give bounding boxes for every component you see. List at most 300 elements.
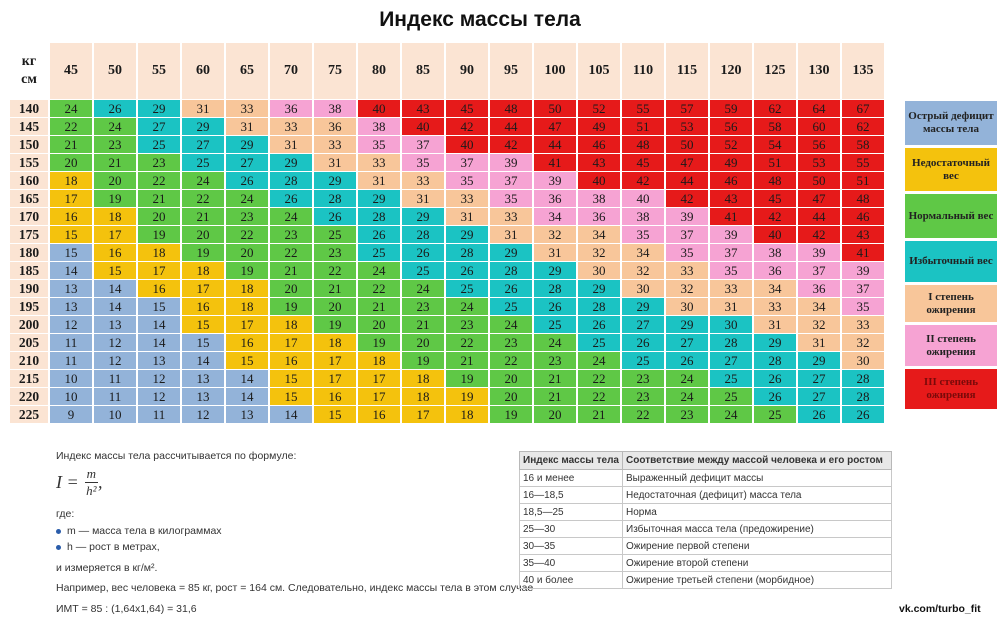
bmi-cell: 29 [402, 208, 444, 225]
bmi-cell: 26 [270, 190, 312, 207]
table-row [10, 226, 884, 243]
bmi-cell: 21 [446, 352, 488, 369]
bmi-cell: 13 [50, 298, 92, 315]
bmi-cell: 39 [490, 154, 532, 171]
reference-description-cell: Ожирение третьей степени (морбидное) [623, 572, 892, 589]
bmi-cell: 16 [226, 334, 268, 351]
bmi-cell: 24 [402, 280, 444, 297]
bmi-cell: 14 [50, 262, 92, 279]
bmi-cell: 26 [358, 226, 400, 243]
weight-header: 50 [94, 43, 136, 99]
bmi-cell: 56 [798, 136, 840, 153]
bmi-cell: 25 [490, 298, 532, 315]
bmi-cell: 31 [490, 226, 532, 243]
bmi-cell: 18 [314, 334, 356, 351]
bmi-cell: 36 [270, 100, 312, 117]
bmi-cell: 14 [94, 298, 136, 315]
bmi-cell: 28 [314, 190, 356, 207]
bmi-cell: 35 [842, 298, 884, 315]
bmi-cell: 40 [578, 172, 620, 189]
weight-header: 60 [182, 43, 224, 99]
bmi-cell: 37 [798, 262, 840, 279]
bmi-cell: 18 [270, 316, 312, 333]
bmi-cell: 12 [182, 406, 224, 423]
bmi-cell: 25 [534, 316, 576, 333]
bmi-cell: 27 [666, 334, 708, 351]
bmi-cell: 38 [358, 118, 400, 135]
bmi-cell: 37 [490, 172, 532, 189]
bmi-cell: 17 [94, 226, 136, 243]
corner-units [10, 43, 48, 99]
bmi-cell: 19 [314, 316, 356, 333]
bmi-cell: 15 [270, 388, 312, 405]
bmi-cell: 17 [270, 334, 312, 351]
bmi-cell: 64 [798, 100, 840, 117]
reference-table [519, 451, 892, 589]
bmi-cell: 30 [578, 262, 620, 279]
bmi-cell: 34 [622, 244, 664, 261]
reference-range-cell: 16—18,5 [520, 487, 623, 504]
bmi-cell: 46 [578, 136, 620, 153]
bmi-cell: 24 [666, 370, 708, 387]
bmi-cell: 16 [138, 280, 180, 297]
formula-example: Например, вес человека = 85 кг, рост = 164 см. Следовательно, индекс массы тела в этом случае [56, 582, 534, 594]
bmi-cell: 21 [534, 388, 576, 405]
bmi-cell: 24 [710, 406, 752, 423]
bmi-cell: 51 [842, 172, 884, 189]
bmi-cell: 9 [50, 406, 92, 423]
bmi-cell: 46 [710, 172, 752, 189]
bmi-cell: 21 [534, 370, 576, 387]
weight-header: 105 [578, 43, 620, 99]
bmi-cell: 18 [94, 208, 136, 225]
bmi-cell: 36 [578, 208, 620, 225]
bmi-cell: 20 [314, 298, 356, 315]
bmi-cell: 29 [754, 334, 796, 351]
bmi-cell: 10 [50, 388, 92, 405]
bmi-cell: 39 [666, 208, 708, 225]
bmi-cell: 35 [358, 136, 400, 153]
bmi-cell: 22 [226, 226, 268, 243]
bmi-cell: 26 [754, 388, 796, 405]
bmi-cell: 19 [358, 334, 400, 351]
bmi-cell: 14 [182, 352, 224, 369]
bmi-cell: 21 [314, 280, 356, 297]
table-row [10, 334, 884, 351]
bmi-cell: 38 [578, 190, 620, 207]
bmi-cell: 18 [182, 262, 224, 279]
bmi-cell: 24 [490, 316, 532, 333]
bmi-cell: 28 [534, 280, 576, 297]
reference-header: Соответствие между массой человека и его ростом [623, 452, 892, 470]
bmi-cell: 13 [182, 388, 224, 405]
bmi-cell: 31 [182, 100, 224, 117]
bmi-cell: 29 [798, 352, 840, 369]
bmi-cell: 25 [402, 262, 444, 279]
bmi-cell: 18 [50, 172, 92, 189]
bmi-cell: 19 [446, 388, 488, 405]
bmi-cell: 14 [94, 280, 136, 297]
bmi-cell: 38 [622, 208, 664, 225]
bmi-cell: 15 [226, 352, 268, 369]
definition-mass: m — масса тела в килограммах [67, 525, 222, 537]
formula-fraction [85, 466, 98, 499]
formula-units: и измеряется в кг/м². [56, 562, 158, 574]
legend-item: Недостаточный вес [905, 148, 997, 191]
bmi-cell: 31 [402, 190, 444, 207]
bmi-cell: 17 [358, 388, 400, 405]
bmi-cell: 24 [358, 262, 400, 279]
bmi-cell: 40 [402, 118, 444, 135]
bmi-cell: 48 [622, 136, 664, 153]
bmi-cell: 26 [446, 262, 488, 279]
table-row [520, 504, 892, 521]
bmi-cell: 23 [314, 244, 356, 261]
bmi-cell: 26 [798, 406, 840, 423]
bmi-cell: 21 [50, 136, 92, 153]
formula-lhs: I = [56, 472, 79, 492]
bmi-cell: 36 [798, 280, 840, 297]
bmi-cell: 10 [94, 406, 136, 423]
bmi-cell: 23 [622, 370, 664, 387]
weight-header: 90 [446, 43, 488, 99]
legend-item: Избыточный вес [905, 241, 997, 282]
bmi-cell: 41 [710, 208, 752, 225]
table-row [10, 244, 884, 261]
bmi-cell: 28 [578, 298, 620, 315]
bmi-cell: 12 [138, 388, 180, 405]
table-row [10, 190, 884, 207]
bmi-cell: 45 [622, 154, 664, 171]
bmi-cell: 29 [226, 136, 268, 153]
bmi-cell: 58 [754, 118, 796, 135]
bmi-cell: 16 [314, 388, 356, 405]
bmi-cell: 24 [666, 388, 708, 405]
bmi-cell: 27 [622, 316, 664, 333]
bmi-cell: 11 [94, 370, 136, 387]
table-row [10, 100, 884, 117]
weight-header: 100 [534, 43, 576, 99]
bmi-cell: 33 [402, 172, 444, 189]
table-row [10, 406, 884, 423]
legend-item: III степень ожирения [905, 369, 997, 409]
bmi-cell: 27 [226, 154, 268, 171]
bmi-cell: 29 [358, 190, 400, 207]
bmi-cell: 29 [138, 100, 180, 117]
bmi-cell: 15 [50, 244, 92, 261]
bmi-cell: 19 [402, 352, 444, 369]
bmi-cell: 29 [446, 226, 488, 243]
table-row [520, 487, 892, 504]
bmi-cell: 42 [446, 118, 488, 135]
bmi-cell: 22 [50, 118, 92, 135]
weight-header: 120 [710, 43, 752, 99]
bmi-cell: 35 [446, 172, 488, 189]
bmi-cell: 18 [138, 244, 180, 261]
bmi-cell: 13 [182, 370, 224, 387]
height-header: 145 [10, 118, 48, 135]
bmi-cell: 36 [314, 118, 356, 135]
bmi-cell: 47 [534, 118, 576, 135]
bmi-cell: 14 [138, 316, 180, 333]
bmi-cell: 20 [138, 208, 180, 225]
reference-description-cell: Ожирение второй степени [623, 555, 892, 572]
bmi-cell: 24 [534, 334, 576, 351]
bmi-cell: 53 [666, 118, 708, 135]
bmi-cell: 11 [94, 388, 136, 405]
bmi-cell: 23 [490, 334, 532, 351]
corner-kg: кг [21, 54, 37, 69]
bmi-cell: 37 [710, 244, 752, 261]
bmi-cell: 32 [842, 334, 884, 351]
bmi-cell: 23 [446, 316, 488, 333]
bmi-cell: 33 [446, 190, 488, 207]
bmi-cell: 18 [402, 370, 444, 387]
bmi-cell: 48 [842, 190, 884, 207]
table-row [10, 262, 884, 279]
bmi-cell: 38 [314, 100, 356, 117]
bmi-cell: 60 [798, 118, 840, 135]
bmi-cell: 33 [666, 262, 708, 279]
bmi-cell: 16 [270, 352, 312, 369]
bmi-cell: 21 [94, 154, 136, 171]
bmi-cell: 53 [798, 154, 840, 171]
bmi-cell: 18 [226, 298, 268, 315]
height-header: 140 [10, 100, 48, 117]
bmi-cell: 28 [842, 388, 884, 405]
bmi-cell: 31 [226, 118, 268, 135]
weight-header: 125 [754, 43, 796, 99]
bmi-cell: 12 [94, 334, 136, 351]
reference-range-cell: 18,5—25 [520, 504, 623, 521]
bmi-cell: 28 [710, 334, 752, 351]
bmi-cell: 19 [182, 244, 224, 261]
bmi-cell: 31 [798, 334, 840, 351]
source-credit: vk.com/turbo_fit [899, 603, 981, 615]
reference-description-cell: Ожирение первой степени [623, 538, 892, 555]
reference-range-cell: 25—30 [520, 521, 623, 538]
height-header: 180 [10, 244, 48, 261]
bmi-cell: 23 [138, 154, 180, 171]
weight-header: 130 [798, 43, 840, 99]
bmi-cell: 46 [842, 208, 884, 225]
bmi-cell: 42 [622, 172, 664, 189]
formula-result: ИМТ = 85 : (1,64х1,64) = 31,6 [56, 603, 197, 615]
page-title: Индекс массы тела [379, 8, 581, 31]
bmi-cell: 21 [402, 316, 444, 333]
bmi-cell: 43 [402, 100, 444, 117]
bmi-cell: 51 [754, 154, 796, 171]
bmi-cell: 26 [578, 316, 620, 333]
bmi-cell: 23 [402, 298, 444, 315]
bmi-cell: 28 [446, 244, 488, 261]
list-item [56, 525, 222, 537]
height-header: 220 [10, 388, 48, 405]
bmi-cell: 44 [798, 208, 840, 225]
definition-height: h — рост в метрах, [67, 541, 160, 553]
table-row [10, 370, 884, 387]
bmi-cell: 17 [182, 280, 224, 297]
bmi-cell: 35 [622, 226, 664, 243]
table-row [10, 388, 884, 405]
bmi-cell: 37 [842, 280, 884, 297]
bmi-cell: 28 [270, 172, 312, 189]
height-header: 155 [10, 154, 48, 171]
reference-description-cell: Недостаточная (дефицит) масса тела [623, 487, 892, 504]
bmi-cell: 10 [50, 370, 92, 387]
reference-range-cell: 35—40 [520, 555, 623, 572]
bmi-cell: 40 [622, 190, 664, 207]
bmi-cell: 34 [578, 226, 620, 243]
bmi-cell: 48 [490, 100, 532, 117]
bmi-cell: 21 [358, 298, 400, 315]
bmi-cell: 20 [534, 406, 576, 423]
bmi-cell: 42 [490, 136, 532, 153]
bmi-cell: 26 [314, 208, 356, 225]
bmi-cell: 34 [798, 298, 840, 315]
bmi-cell: 24 [94, 118, 136, 135]
reference-description-cell: Выраженный дефицит массы [623, 470, 892, 487]
height-header: 160 [10, 172, 48, 189]
bmi-cell: 26 [490, 280, 532, 297]
bmi-cell: 33 [710, 280, 752, 297]
bmi-cell: 32 [798, 316, 840, 333]
legend-item: II степень ожирения [905, 325, 997, 366]
bmi-cell: 28 [402, 226, 444, 243]
bmi-cell: 16 [50, 208, 92, 225]
table-row [10, 172, 884, 189]
height-header: 170 [10, 208, 48, 225]
bmi-cell: 14 [138, 334, 180, 351]
bmi-cell: 15 [270, 370, 312, 387]
bmi-cell: 13 [50, 280, 92, 297]
bmi-cell: 48 [754, 172, 796, 189]
bmi-cell: 23 [270, 226, 312, 243]
bmi-cell: 36 [754, 262, 796, 279]
bmi-cell: 50 [666, 136, 708, 153]
bmi-cell: 40 [754, 226, 796, 243]
bmi-cell: 25 [138, 136, 180, 153]
bmi-cell: 25 [182, 154, 224, 171]
bmi-cell: 39 [534, 172, 576, 189]
bmi-cell: 28 [490, 262, 532, 279]
table-row [10, 280, 884, 297]
bmi-cell: 35 [402, 154, 444, 171]
reference-description-cell: Избыточная масса тела (предожирение) [623, 521, 892, 538]
bmi-cell: 20 [490, 370, 532, 387]
bmi-cell: 37 [402, 136, 444, 153]
bmi-cell: 20 [402, 334, 444, 351]
weight-header: 115 [666, 43, 708, 99]
bmi-cell: 30 [842, 352, 884, 369]
bmi-cell: 25 [754, 406, 796, 423]
bmi-cell: 23 [94, 136, 136, 153]
table-row [520, 538, 892, 555]
bmi-cell: 22 [578, 388, 620, 405]
bmi-cell: 31 [534, 244, 576, 261]
bmi-cell: 43 [710, 190, 752, 207]
bmi-cell: 39 [798, 244, 840, 261]
bmi-cell: 22 [446, 334, 488, 351]
bmi-cell: 20 [182, 226, 224, 243]
bmi-cell: 15 [50, 226, 92, 243]
bmi-cell: 28 [358, 208, 400, 225]
bmi-cell: 34 [754, 280, 796, 297]
bmi-cell: 33 [226, 100, 268, 117]
bmi-cell: 25 [710, 370, 752, 387]
bmi-cell: 39 [842, 262, 884, 279]
bmi-cell: 12 [94, 352, 136, 369]
bmi-cell: 56 [710, 118, 752, 135]
height-header: 150 [10, 136, 48, 153]
bmi-cell: 51 [622, 118, 664, 135]
weight-header: 95 [490, 43, 532, 99]
bmi-cell: 25 [358, 244, 400, 261]
bmi-cell: 32 [534, 226, 576, 243]
table-row [10, 154, 884, 171]
weight-header: 75 [314, 43, 356, 99]
bmi-cell: 20 [358, 316, 400, 333]
bmi-cell: 44 [534, 136, 576, 153]
corner-cm: см [21, 72, 37, 87]
bmi-cell: 35 [666, 244, 708, 261]
bmi-cell: 14 [226, 388, 268, 405]
bmi-cell: 31 [270, 136, 312, 153]
formula-tail: , [98, 472, 103, 492]
height-header: 195 [10, 298, 48, 315]
bmi-cell: 14 [226, 370, 268, 387]
bmi-cell: 19 [226, 262, 268, 279]
table-row [10, 298, 884, 315]
bmi-cell: 42 [754, 208, 796, 225]
bmi-cell: 20 [490, 388, 532, 405]
bmi-cell: 59 [710, 100, 752, 117]
table-row [10, 316, 884, 333]
bmi-cell: 21 [138, 190, 180, 207]
bmi-cell: 29 [578, 280, 620, 297]
bmi-cell: 18 [446, 406, 488, 423]
bmi-cell: 55 [622, 100, 664, 117]
bmi-cell: 22 [358, 280, 400, 297]
bmi-cell: 27 [798, 370, 840, 387]
bmi-cell: 62 [842, 118, 884, 135]
bmi-cell: 23 [622, 388, 664, 405]
bmi-cell: 15 [182, 334, 224, 351]
bmi-cell: 31 [358, 172, 400, 189]
bmi-cell: 22 [578, 370, 620, 387]
table-row [10, 352, 884, 369]
weight-header: 55 [138, 43, 180, 99]
bmi-cell: 17 [314, 352, 356, 369]
bmi-cell: 34 [534, 208, 576, 225]
formula-where: где: [56, 508, 75, 520]
table-row [520, 470, 892, 487]
bmi-cell: 17 [358, 370, 400, 387]
bmi-cell: 16 [358, 406, 400, 423]
bmi-cell: 24 [182, 172, 224, 189]
weight-header: 45 [50, 43, 92, 99]
bmi-cell: 31 [314, 154, 356, 171]
bmi-cell: 27 [798, 388, 840, 405]
bmi-cell: 36 [534, 190, 576, 207]
bmi-cell: 38 [754, 244, 796, 261]
bmi-cell: 43 [842, 226, 884, 243]
bmi-cell: 26 [402, 244, 444, 261]
bmi-cell: 62 [754, 100, 796, 117]
bmi-cell: 22 [138, 172, 180, 189]
bmi-cell: 29 [490, 244, 532, 261]
bmi-cell: 40 [358, 100, 400, 117]
